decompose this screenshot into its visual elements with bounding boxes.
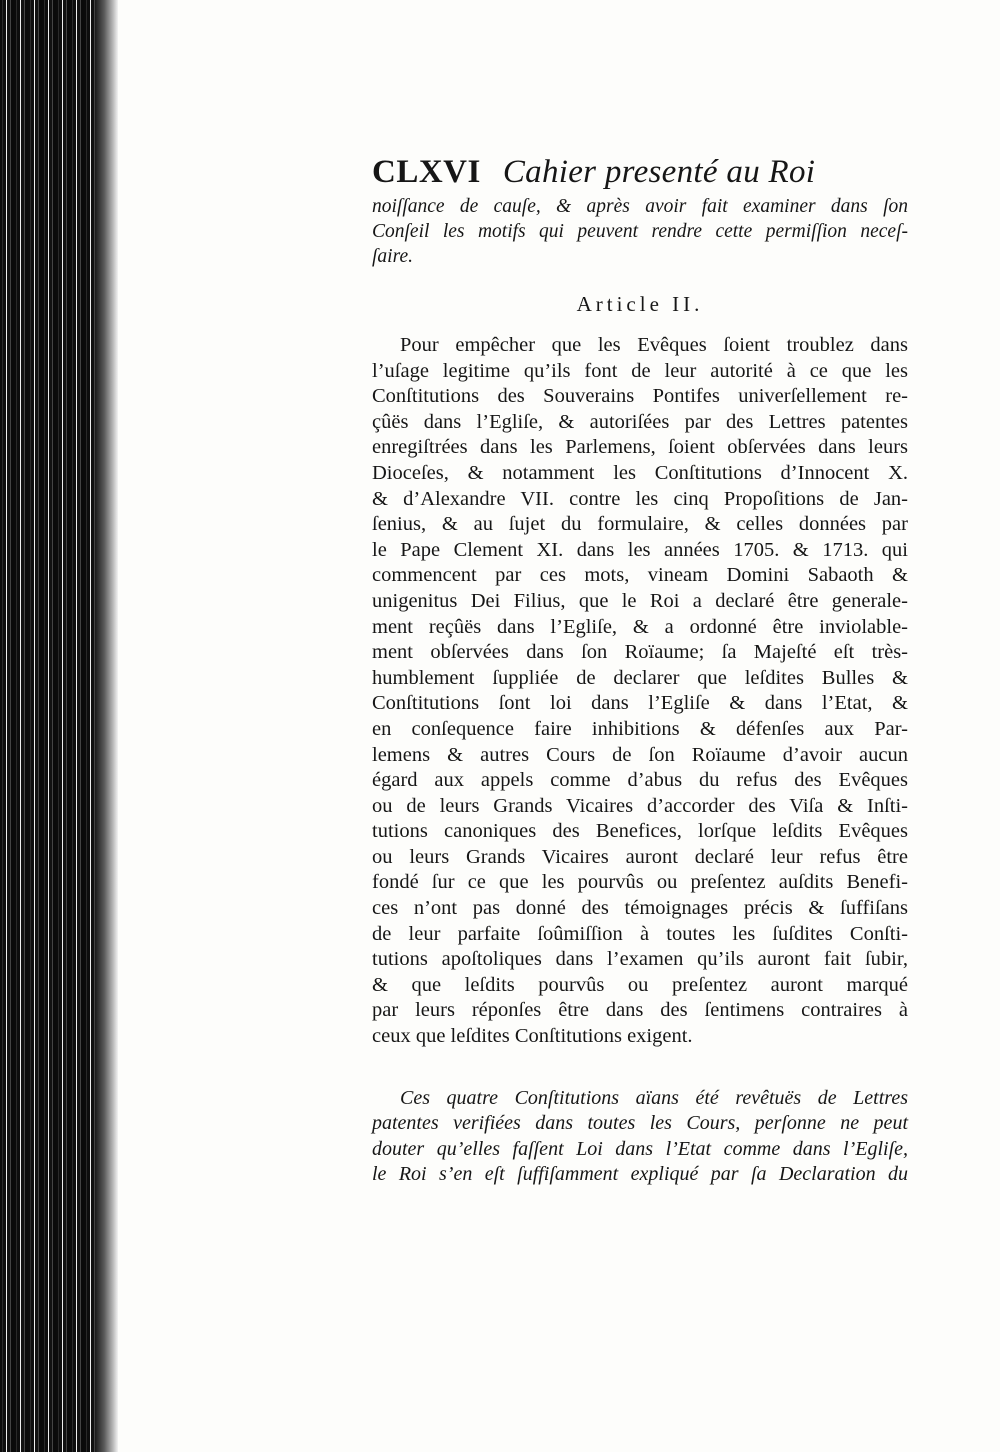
text-line: ces n’ont pas donné des témoignages précis & ſuffiſans [372, 897, 908, 920]
closing-paragraph [372, 1086, 908, 1188]
article-heading: Article II. [576, 292, 704, 316]
text-line: ſaire. [372, 246, 413, 267]
text-line: Conſeil les motifs qui peuvent rendre cette permiſſion neceſ- [372, 221, 908, 242]
text-line: ſenius, & au ſujet du formulaire, & celles données par [372, 513, 908, 536]
text-line: unigenitus Dei Filius, que le Roi a declaré être generale- [372, 589, 908, 612]
text-line: le Pape Clement XI. dans les années 1705. & 1713. qui [372, 538, 908, 561]
text-line: tutions canoniques des Benefices, lorſque leſdits Evêques [372, 820, 908, 843]
text-line: douter qu’elles faſſent Loi dans l’Etat comme dans l’Egliſe, [372, 1137, 908, 1160]
article-paragraph [372, 333, 908, 1050]
running-title: Cahier presenté au Roi [502, 154, 816, 190]
text-line: Dioceſes, & notamment les Conſtitutions d’Innocent X. [372, 461, 908, 484]
text-line: lemens & autres Cours de ſon Roïaume d’avoir aucun [372, 743, 908, 766]
text-line: par leurs réponſes être dans des ſentimens contraires à [372, 999, 908, 1022]
text-line: l’uſage legitime qu’ils font de leur autorité à ce que les [372, 359, 908, 382]
text-line: enregiſtrées dans les Parlemens, ſoient obſervées dans leurs [372, 436, 908, 459]
text-line: Pour empêcher que les Evêques ſoient troublez dans [400, 334, 908, 356]
text-line: ou leurs Grands Vicaires auront declaré leur refus être [372, 845, 908, 868]
text-line: noiſſance de cauſe, & après avoir fait examiner dans ſon [372, 196, 908, 217]
page-folio: CLXVI [372, 154, 481, 190]
text-line: fondé ſur ce que les pourvûs ou preſentez auſdits Benefi- [372, 871, 908, 894]
text-line: & d’Alexandre VII. contre les cinq Propoſitions de Jan- [372, 487, 908, 510]
text-line: de leur parfaite ſoûmiſſion à toutes les ſuſdites Conſti- [372, 922, 908, 945]
text-line: en conſequence faire inhibitions & défenſes aux Par- [372, 717, 908, 740]
text-line: ment reçûës dans l’Egliſe, & a ordonné être inviolable- [372, 615, 908, 638]
text-line: Conſtitutions ſont loi dans l’Egliſe & dans l’Etat, & [372, 692, 908, 715]
text-line: patentes verifiées dans toutes les Cours, perſonne ne peut [372, 1112, 908, 1135]
text-line: çûës dans l’Egliſe, & autoriſées par des Lettres patentes [372, 410, 908, 433]
book-page-edges [0, 0, 118, 1452]
intro-paragraph [372, 194, 908, 269]
text-line: ment obſervées dans ſon Roïaume; ſa Majeſté eſt très- [372, 641, 908, 664]
running-head [372, 152, 908, 192]
text-line: Ces quatre Conſtitutions aïans été revêtuës de Lettres [400, 1086, 908, 1109]
text-line: ou de leurs Grands Vicaires d’accorder des Viſa & Inſti- [372, 794, 908, 817]
text-line: Conſtitutions des Souverains Pontifes univerſellement re- [372, 385, 908, 408]
text-block [372, 152, 908, 1188]
text-line: le Roi s’en eſt ſuffiſamment expliqué par ſa Declaration du [372, 1163, 908, 1186]
text-line: égard aux appels comme d’abus du refus des Evêques [372, 769, 908, 792]
text-line: humblement ſuppliée de declarer que leſdites Bulles & [372, 666, 908, 689]
text-line: ceux que leſdites Conſtitutions exigent. [372, 1025, 693, 1048]
text-line: commencent par ces mots, vineam Domini Sabaoth & [372, 564, 908, 587]
text-line: tutions apoſtoliques dans l’examen qu’ils auront fait ſubir, [372, 948, 908, 971]
text-line: & que leſdits pourvûs ou preſentez auront marqué [372, 973, 908, 996]
